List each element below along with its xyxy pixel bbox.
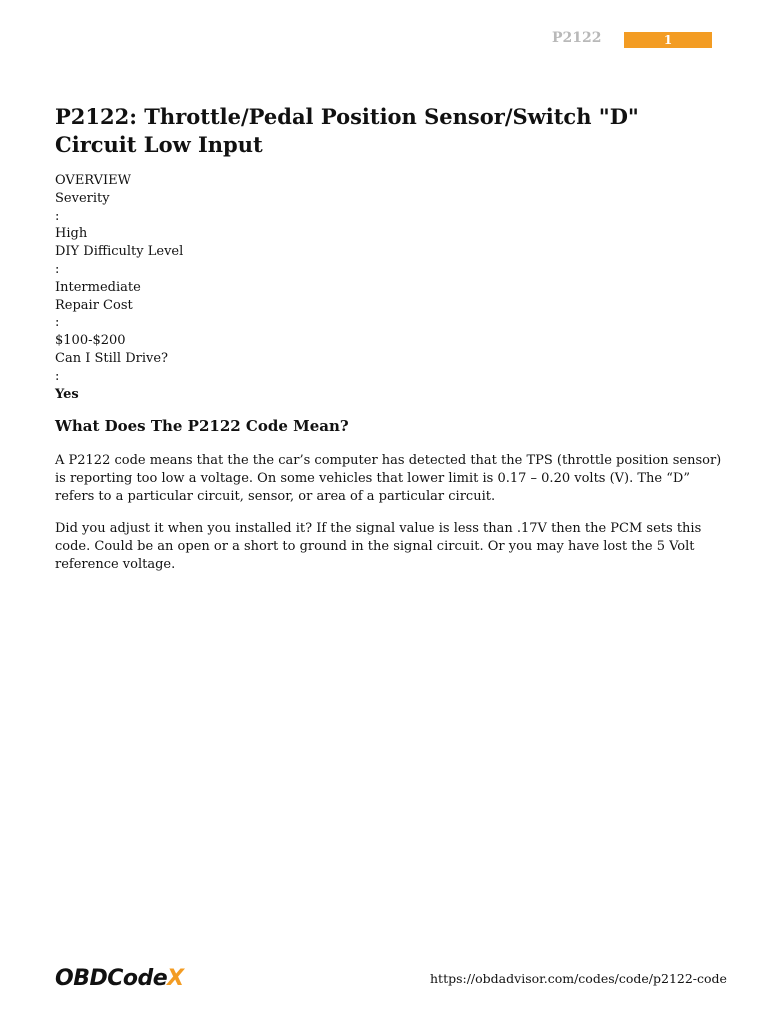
overview-heading: OVERVIEW — [55, 173, 132, 188]
section-heading: What Does The P2122 Code Mean? — [55, 417, 349, 435]
logo-accent: X — [167, 966, 184, 991]
paragraph-adjust: Did you adjust it when you installed it? If the signal value is less than .17V then the PCM sets this code. Could be an open or a short to ground in the signal circuit. Or you may have lost the 5 Volt reference voltage. — [55, 521, 702, 572]
logo-text: OBDCode — [55, 966, 168, 991]
difficulty-separator: : — [55, 261, 60, 277]
paragraph-meaning: A P2122 code means that the the car’s computer has detected that the TPS (throttle position sensor) is reporting too low a voltage. On some vehicles that lower limit is 0.17 – 0.20 volts (V). The “D” refers to a particular circuit, sensor, or area of a particular circuit. — [55, 453, 722, 504]
severity-label: Severity — [55, 190, 110, 206]
overview-list — [55, 172, 183, 403]
severity-value: High — [55, 226, 88, 242]
difficulty-value: Intermediate — [55, 279, 141, 295]
repair-cost-separator: : — [55, 315, 60, 331]
drive-separator: : — [55, 368, 60, 384]
page-number-badge: 1 — [624, 32, 712, 48]
footer-url: https://obdadvisor.com/codes/code/p2122-code — [430, 971, 727, 986]
repair-cost-value: $100-$200 — [55, 333, 126, 349]
severity-separator: : — [55, 208, 60, 224]
header-code: P2122 — [552, 30, 602, 46]
page-title: P2122: Throttle/Pedal Position Sensor/Switch "D" Circuit Low Input — [55, 104, 639, 157]
drive-value: Yes — [55, 386, 79, 402]
difficulty-label: DIY Difficulty Level — [55, 244, 184, 260]
drive-label: Can I Still Drive? — [55, 350, 169, 366]
obdcodex-logo — [55, 966, 184, 991]
repair-cost-label: Repair Cost — [55, 297, 133, 313]
